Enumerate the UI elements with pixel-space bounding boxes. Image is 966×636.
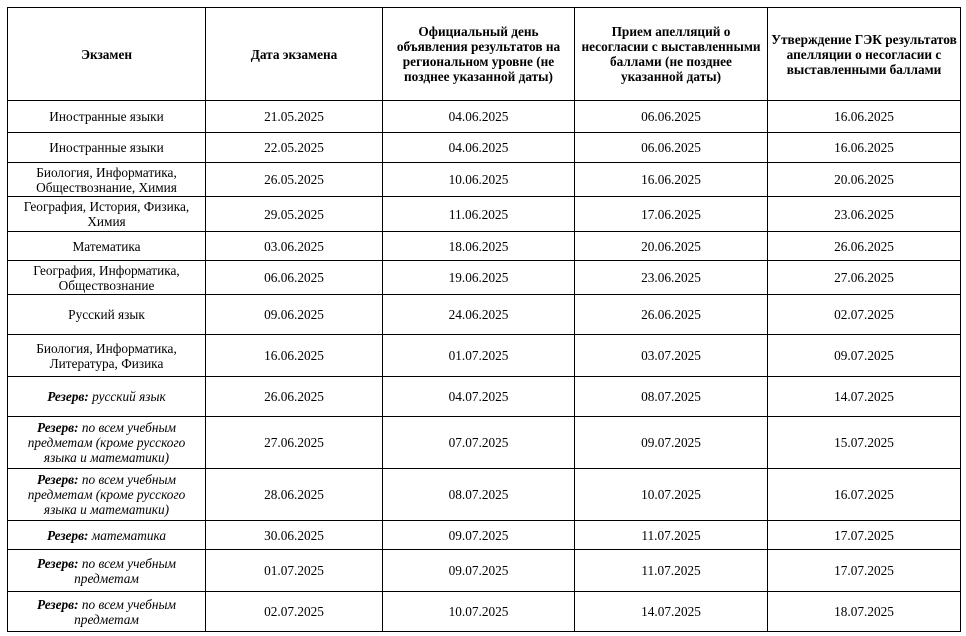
table-row [8,335,961,377]
table-row [8,417,961,469]
cell-gek-approval: 17.07.2025 [768,550,961,592]
cell-exam [8,163,206,197]
header-results-day: Официальный день объявления результатов на региональном уровне (не позднее указанной даты) [383,8,575,101]
cell-appeal-acceptance: 23.06.2025 [575,261,768,295]
table-row [8,101,961,133]
cell-exam [8,335,206,377]
cell-exam-date: 29.05.2025 [206,197,383,232]
cell-exam-date: 02.07.2025 [206,592,383,632]
exam-subjects: Биология, Информатика, Обществознание, Химия [36,164,177,195]
cell-exam [8,295,206,335]
cell-exam-date: 09.06.2025 [206,295,383,335]
cell-gek-approval: 26.06.2025 [768,232,961,261]
cell-results-day: 09.07.2025 [383,521,575,550]
cell-results-day: 19.06.2025 [383,261,575,295]
cell-exam [8,469,206,521]
exam-subjects: по всем учебным предметам [74,596,176,627]
table-row [8,163,961,197]
cell-appeal-acceptance: 11.07.2025 [575,521,768,550]
exam-subjects: Русский язык [68,307,145,322]
exam-subjects: Биология, Информатика, Литература, Физика [36,340,177,371]
table-row [8,521,961,550]
exam-subjects: Математика [72,238,141,254]
exam-subjects: по всем учебным предметам [74,555,176,586]
reserve-label: Резерв: [37,596,79,612]
cell-results-day: 11.06.2025 [383,197,575,232]
exam-subjects: по всем учебным предметам (кроме русского языка и математики) [27,420,186,465]
cell-exam-date: 26.06.2025 [206,377,383,417]
cell-appeal-acceptance: 14.07.2025 [575,592,768,632]
reserve-label: Резерв: [37,420,79,435]
cell-exam-date: 26.05.2025 [206,163,383,197]
cell-gek-approval: 15.07.2025 [768,417,961,469]
exam-subjects: География, История, Физика, Химия [23,199,190,229]
cell-appeal-acceptance: 09.07.2025 [575,417,768,469]
cell-gek-approval: 02.07.2025 [768,295,961,335]
cell-exam-date: 01.07.2025 [206,550,383,592]
exam-schedule-table [7,7,961,632]
cell-appeal-acceptance: 26.06.2025 [575,295,768,335]
cell-appeal-acceptance: 08.07.2025 [575,377,768,417]
cell-results-day: 04.06.2025 [383,101,575,133]
reserve-label: Резерв: [46,527,89,543]
cell-exam [8,377,206,417]
cell-gek-approval: 27.06.2025 [768,261,961,295]
reserve-label: Резерв: [37,555,79,571]
cell-results-day: 10.06.2025 [383,163,575,197]
cell-exam [8,417,206,469]
cell-exam-date: 28.06.2025 [206,469,383,521]
header-exam-date: Дата экзамена [206,8,383,101]
table-row [8,295,961,335]
table-body [8,101,961,632]
cell-results-day: 09.07.2025 [383,550,575,592]
cell-appeal-acceptance: 16.06.2025 [575,163,768,197]
cell-exam [8,521,206,550]
table-row [8,261,961,295]
cell-exam [8,261,206,295]
table-row [8,133,961,163]
cell-exam [8,133,206,163]
cell-results-day: 24.06.2025 [383,295,575,335]
exam-subjects: математика [91,527,167,543]
cell-exam [8,232,206,261]
cell-exam [8,101,206,133]
cell-exam-date: 06.06.2025 [206,261,383,295]
cell-gek-approval: 14.07.2025 [768,377,961,417]
cell-appeal-acceptance: 03.07.2025 [575,335,768,377]
exam-subjects: по всем учебным предметам (кроме русского языка и математики) [27,472,186,517]
table-row [8,592,961,632]
cell-results-day: 07.07.2025 [383,417,575,469]
reserve-label: Резерв: [47,389,89,404]
table-row [8,377,961,417]
exam-subjects: русский язык [92,389,166,404]
reserve-label: Резерв: [37,472,79,487]
header-gek-approval: Утверждение ГЭК результатов апелляции о несогласии с выставленными баллами [768,8,961,101]
cell-appeal-acceptance: 20.06.2025 [575,232,768,261]
cell-results-day: 01.07.2025 [383,335,575,377]
table-row [8,197,961,232]
cell-appeal-acceptance: 11.07.2025 [575,550,768,592]
cell-exam-date: 16.06.2025 [206,335,383,377]
exam-subjects: Иностранные языки [49,140,164,155]
cell-gek-approval: 16.06.2025 [768,133,961,163]
cell-gek-approval: 17.07.2025 [768,521,961,550]
table-row [8,232,961,261]
table-row [8,469,961,521]
cell-gek-approval: 18.07.2025 [768,592,961,632]
cell-results-day: 18.06.2025 [383,232,575,261]
cell-gek-approval: 09.07.2025 [768,335,961,377]
cell-gek-approval: 20.06.2025 [768,163,961,197]
header-appeal-acceptance: Прием апелляций о несогласии с выставленными баллами (не позднее указанной даты) [575,8,768,101]
cell-appeal-acceptance: 17.06.2025 [575,197,768,232]
cell-results-day: 04.06.2025 [383,133,575,163]
table-row [8,550,961,592]
cell-exam [8,550,206,592]
cell-appeal-acceptance: 06.06.2025 [575,133,768,163]
cell-exam-date: 21.05.2025 [206,101,383,133]
cell-exam [8,592,206,632]
cell-results-day: 08.07.2025 [383,469,575,521]
cell-results-day: 10.07.2025 [383,592,575,632]
cell-gek-approval: 23.06.2025 [768,197,961,232]
cell-appeal-acceptance: 06.06.2025 [575,101,768,133]
cell-exam-date: 03.06.2025 [206,232,383,261]
exam-subjects: Иностранные языки [49,109,164,124]
cell-exam-date: 27.06.2025 [206,417,383,469]
cell-gek-approval: 16.07.2025 [768,469,961,521]
cell-results-day: 04.07.2025 [383,377,575,417]
cell-gek-approval: 16.06.2025 [768,101,961,133]
cell-exam-date: 22.05.2025 [206,133,383,163]
cell-exam-date: 30.06.2025 [206,521,383,550]
cell-exam [8,197,206,232]
cell-appeal-acceptance: 10.07.2025 [575,469,768,521]
exam-subjects: География, Информатика, Обществознание [33,262,180,293]
header-exam: Экзамен [8,8,206,101]
table-header-row [8,8,961,101]
